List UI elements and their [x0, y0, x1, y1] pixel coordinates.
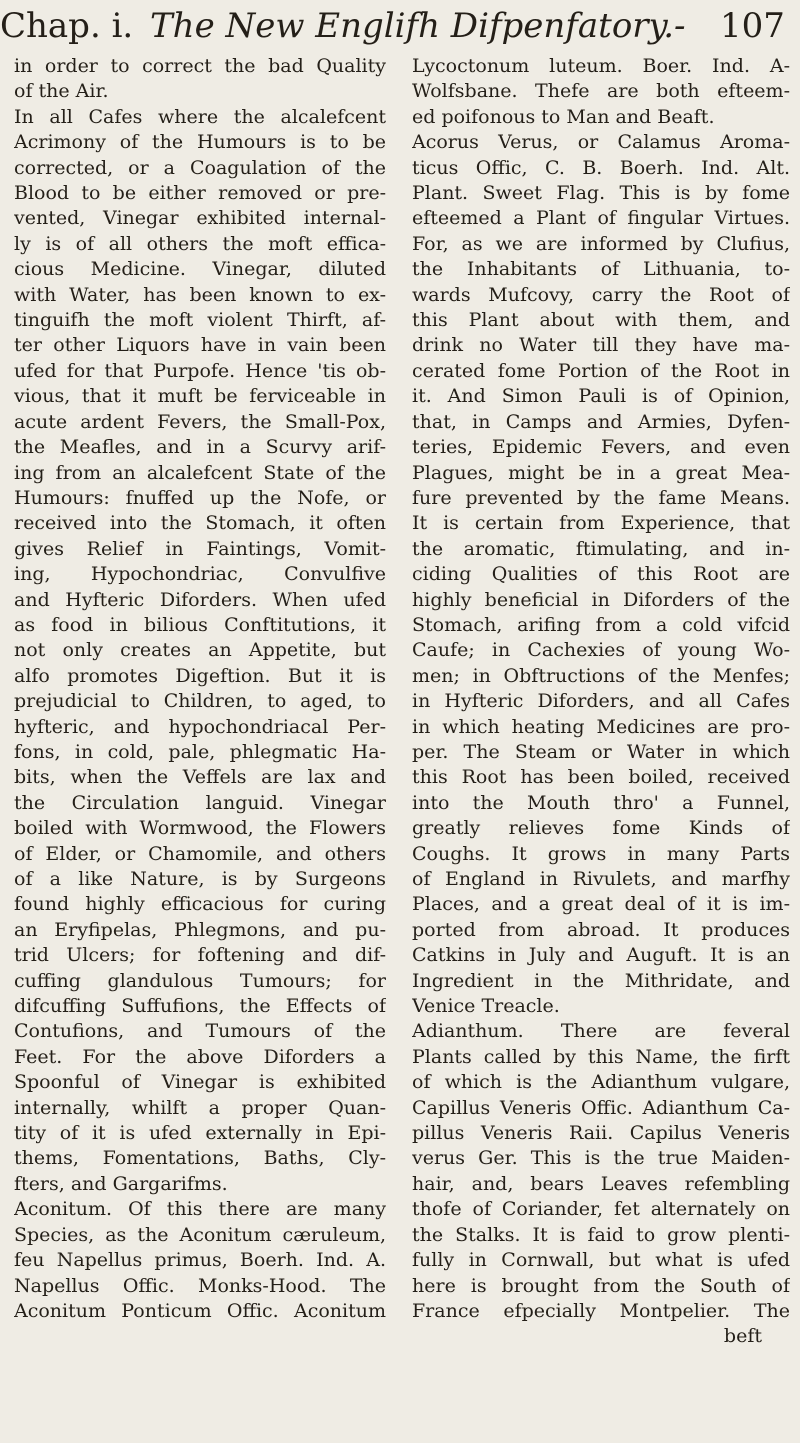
- text-line: Plants called by this Name, the firft: [412, 1045, 790, 1068]
- text-line: Places, and a great deal of it is im-: [412, 893, 790, 916]
- text-line: in which heating Medicines are pro-: [412, 715, 790, 738]
- text-line: hair, and, bears Leaves refembling: [412, 1172, 790, 1195]
- text-line: as food in bilious Conftitutions, it: [14, 613, 386, 636]
- text-line: feu Napellus primus, Boerh. Ind. A.: [14, 1249, 386, 1272]
- text-line: of which is the Adianthum vulgare,: [412, 1071, 790, 1094]
- text-line: of the Air.: [14, 80, 109, 103]
- text-line: of Elder, or Chamomile, and others: [14, 842, 386, 865]
- text-line: tinguifh the moft violent Thirft, af-: [14, 309, 386, 332]
- text-line: Aconitum. Of this there are many: [14, 1198, 386, 1221]
- text-line: Plagues, might be in a great Mea-: [412, 461, 790, 484]
- text-line: difcuffing Suffufions, the Effects of: [14, 995, 386, 1018]
- text-line: Caufe; in Cachexies of young Wo-: [412, 639, 790, 662]
- text-line: wards Mufcovy, carry the Root of: [412, 283, 790, 306]
- text-line: in Hyfteric Diforders, and all Cafes: [412, 690, 790, 713]
- text-line: Adianthum. There are feveral: [412, 1020, 790, 1043]
- text-line: Venice Treacle.: [412, 995, 560, 1018]
- text-line: found highly efficacious for curing: [14, 893, 386, 916]
- text-line: In all Cafes where the alcalefcent: [14, 105, 386, 128]
- text-line: received into the Stomach, it often: [14, 512, 386, 535]
- text-line: Napellus Offic. Monks-Hood. The: [14, 1274, 386, 1297]
- text-line: Capillus Veneris Offic. Adianthum Ca-: [412, 1096, 790, 1119]
- text-line: For, as we are informed by Clufius,: [412, 232, 790, 255]
- page-number: 107: [720, 6, 785, 46]
- text-line: Humours: fnuffed up the Nofe, or: [14, 486, 386, 509]
- text-line: gives Relief in Faintings, Vomit-: [14, 537, 386, 560]
- text-line: highly beneficial in Diforders of the: [412, 588, 790, 611]
- running-header: [0, 6, 800, 58]
- text-line: Spoonful of Vinegar is exhibited: [14, 1071, 386, 1094]
- text-line: Plant. Sweet Flag. This is by fome: [412, 182, 790, 205]
- text-line: Contufions, and Tumours of the: [14, 1020, 386, 1043]
- text-line: thems, Fomentations, Baths, Cly-: [14, 1147, 386, 1170]
- text-line: the Stalks. It is faid to grow plenti-: [412, 1223, 790, 1246]
- text-line: ported from abroad. It produces: [412, 918, 790, 941]
- text-line: cerated fome Portion of the Root in: [412, 359, 790, 382]
- text-line: Feet. For the above Diforders a: [14, 1045, 386, 1068]
- text-line: it. And Simon Pauli is of Opinion,: [412, 385, 790, 408]
- text-line: cuffing glandulous Tumours; for: [14, 969, 386, 992]
- text-line: pillus Veneris Raii. Capilus Veneris: [412, 1122, 790, 1145]
- text-line: and Hyfteric Diforders. When ufed: [14, 588, 386, 611]
- running-title: The New Englifh Difpenfatory.-: [150, 6, 686, 46]
- text-line: alfo promotes Digeftion. But it is: [14, 664, 386, 687]
- text-line: boiled with Wormwood, the Flowers: [14, 817, 386, 840]
- text-line: in order to correct the bad Quality: [14, 55, 386, 77]
- text-line: into the Mouth thro' a Funnel,: [412, 791, 790, 814]
- text-line: verus Ger. This is the true Maiden-: [412, 1147, 790, 1170]
- text-line: Lycoctonum luteum. Boer. Ind. A-: [412, 55, 790, 77]
- text-line: fons, in cold, pale, phlegmatic Ha-: [14, 740, 386, 763]
- text-line: tity of it is ufed externally in Epi-: [14, 1122, 386, 1145]
- text-line: not only creates an Appetite, but: [14, 639, 386, 662]
- text-line: ciding Qualities of this Root are: [412, 563, 790, 586]
- text-line: prejudicial to Children, to aged, to: [14, 690, 386, 713]
- text-line: It is certain from Experience, that: [412, 512, 790, 535]
- text-line: here is brought from the South of: [412, 1274, 790, 1297]
- left-text-column: [14, 54, 386, 1324]
- text-line: ufed for that Purpofe. Hence 'tis ob-: [14, 359, 386, 382]
- text-line: cious Medicine. Vinegar, diluted: [14, 258, 386, 281]
- chapter-label: Chap. i.: [0, 6, 134, 46]
- text-line: fters, and Gargarifms.: [14, 1172, 228, 1195]
- page-edge-mark: [0, 1110, 40, 1170]
- text-line: efteemed a Plant of fingular Virtues.: [412, 207, 790, 230]
- text-line: beft: [723, 1325, 762, 1348]
- text-line: vented, Vinegar exhibited internal-: [14, 207, 386, 230]
- text-line: Acrimony of the Humours is to be: [14, 131, 386, 154]
- text-line: the Circulation languid. Vinegar: [14, 791, 386, 814]
- text-line: of England in Rivulets, and marfhy: [412, 868, 790, 890]
- text-line: an Eryfipelas, Phlegmons, and pu-: [14, 918, 386, 941]
- text-line: men; in Obftructions of the Menfes;: [412, 664, 790, 687]
- text-line: fully in Cornwall, but what is ufed: [412, 1249, 790, 1272]
- text-line: Wolfsbane. Thefe are both efteem-: [412, 80, 790, 103]
- text-line: per. The Steam or Water in which: [412, 740, 790, 763]
- text-line: ed poifonous to Man and Beaft.: [412, 105, 715, 128]
- text-line: of a like Nature, is by Surgeons: [14, 868, 386, 890]
- text-line: greatly relieves fome Kinds of: [412, 817, 790, 840]
- text-line: with Water, has been known to ex-: [14, 283, 386, 306]
- text-line: Catkins in July and Auguft. It is an: [412, 944, 790, 967]
- text-line: the Meafles, and in a Scurvy arif-: [14, 436, 386, 459]
- text-line: Acorus Verus, or Calamus Aroma-: [412, 131, 790, 154]
- text-line: Coughs. It grows in many Parts: [412, 842, 790, 865]
- text-line: this Root has been boiled, received: [412, 766, 790, 789]
- text-line: ing from an alcalefcent State of the: [14, 461, 386, 484]
- text-line: ing, Hypochondriac, Convulfive: [14, 563, 386, 586]
- text-line: teries, Epidemic Fevers, and even: [412, 436, 790, 459]
- text-line: drink no Water till they have ma-: [412, 334, 790, 357]
- text-line: the aromatic, ftimulating, and in-: [412, 537, 790, 560]
- text-line: Species, as the Aconitum cæruleum,: [14, 1223, 386, 1246]
- text-line: acute ardent Fevers, the Small-Pox,: [14, 410, 386, 433]
- text-line: hyfteric, and hypochondriacal Per-: [14, 715, 386, 738]
- text-line: ly is of all others the moft effica-: [14, 232, 386, 255]
- text-line: corrected, or a Coagulation of the: [14, 156, 386, 179]
- text-line: internally, whilft a proper Quan-: [14, 1096, 386, 1119]
- text-line: Aconitum Ponticum Offic. Aconitum: [14, 1299, 386, 1322]
- text-line: thofe of Coriander, fet alternately on: [412, 1198, 790, 1221]
- text-line: Ingredient in the Mithridate, and: [412, 969, 790, 992]
- text-line: France efpecially Montpelier. The: [412, 1299, 790, 1322]
- text-line: vious, that it muft be ferviceable in: [14, 385, 386, 408]
- text-line: fure prevented by the fame Means.: [412, 486, 790, 509]
- right-text-column: [412, 54, 790, 1350]
- text-line: this Plant about with them, and: [412, 309, 790, 332]
- text-line: ter other Liquors have in vain been: [14, 334, 386, 357]
- text-line: that, in Camps and Armies, Dyfen-: [412, 410, 790, 433]
- text-line: trid Ulcers; for foftening and dif-: [14, 944, 386, 967]
- text-line: Stomach, arifing from a cold vifcid: [412, 613, 790, 636]
- text-line: Blood to be either removed or pre-: [14, 182, 386, 205]
- text-line: the Inhabitants of Lithuania, to-: [412, 258, 790, 281]
- text-line: bits, when the Veffels are lax and: [14, 766, 386, 789]
- text-line: ticus Offic, C. B. Boerh. Ind. Alt.: [412, 156, 790, 179]
